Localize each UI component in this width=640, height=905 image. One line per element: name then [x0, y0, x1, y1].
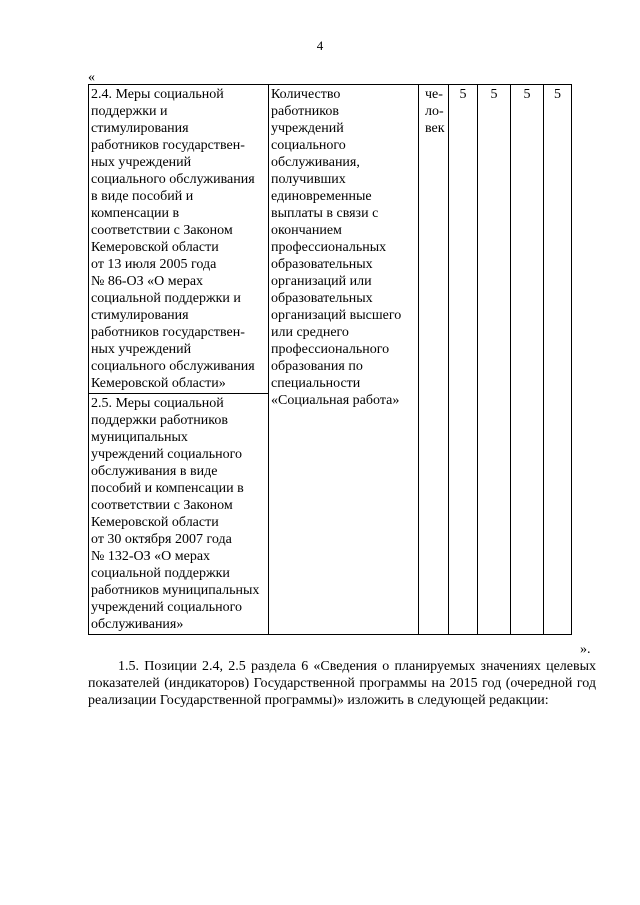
indicator-cell: Количество работников учреждений социального обслуживания, получивших единовременные выплаты в связи с окончанием профессиональных образовательных организаций или образовательных организаций высшего или среднего профессионального образования по специальности «Социальная работа» [269, 85, 419, 635]
value-cell: 5 [478, 85, 511, 635]
closing-quote: ». [580, 642, 591, 657]
page-number: 4 [316, 38, 324, 53]
indicators-table [88, 84, 572, 635]
value-cell: 5 [544, 85, 572, 635]
table-row [89, 85, 572, 394]
measure-name-cell: 2.4. Меры социальной поддержки и стимулирования работников государствен- ных учреждений социального обслуживания в виде пособий и компенсации в соответствии с Законом Кемеровской области от 13 июля 2005 года № 86-ОЗ «О мерах социальной поддержки и стимулирования работников государствен- ных учреждений социального обслуживания Кемеровской области» [89, 85, 269, 394]
opening-quote: « [88, 70, 95, 85]
value-cell: 5 [449, 85, 478, 635]
unit-cell: че- ло- век [419, 85, 449, 635]
measure-name-cell: 2.5. Меры социальной поддержки работников муниципальных учреждений социального обслуживания в виде пособий и компенсации в соответствии с Законом Кемеровской области от 30 октября 2007 года № 132-ОЗ «О мерах социальной поддержки работников муниципальных учреждений социального обслуживания» [89, 394, 269, 635]
value-cell: 5 [511, 85, 544, 635]
body-paragraph: 1.5. Позиции 2.4, 2.5 раздела 6 «Сведения о планируемых значениях целевых показателей (индикаторов) Государственной программы на 2015 год (очередной год реализации Государственной программы)» изложить в следующей редакции: [88, 659, 596, 708]
